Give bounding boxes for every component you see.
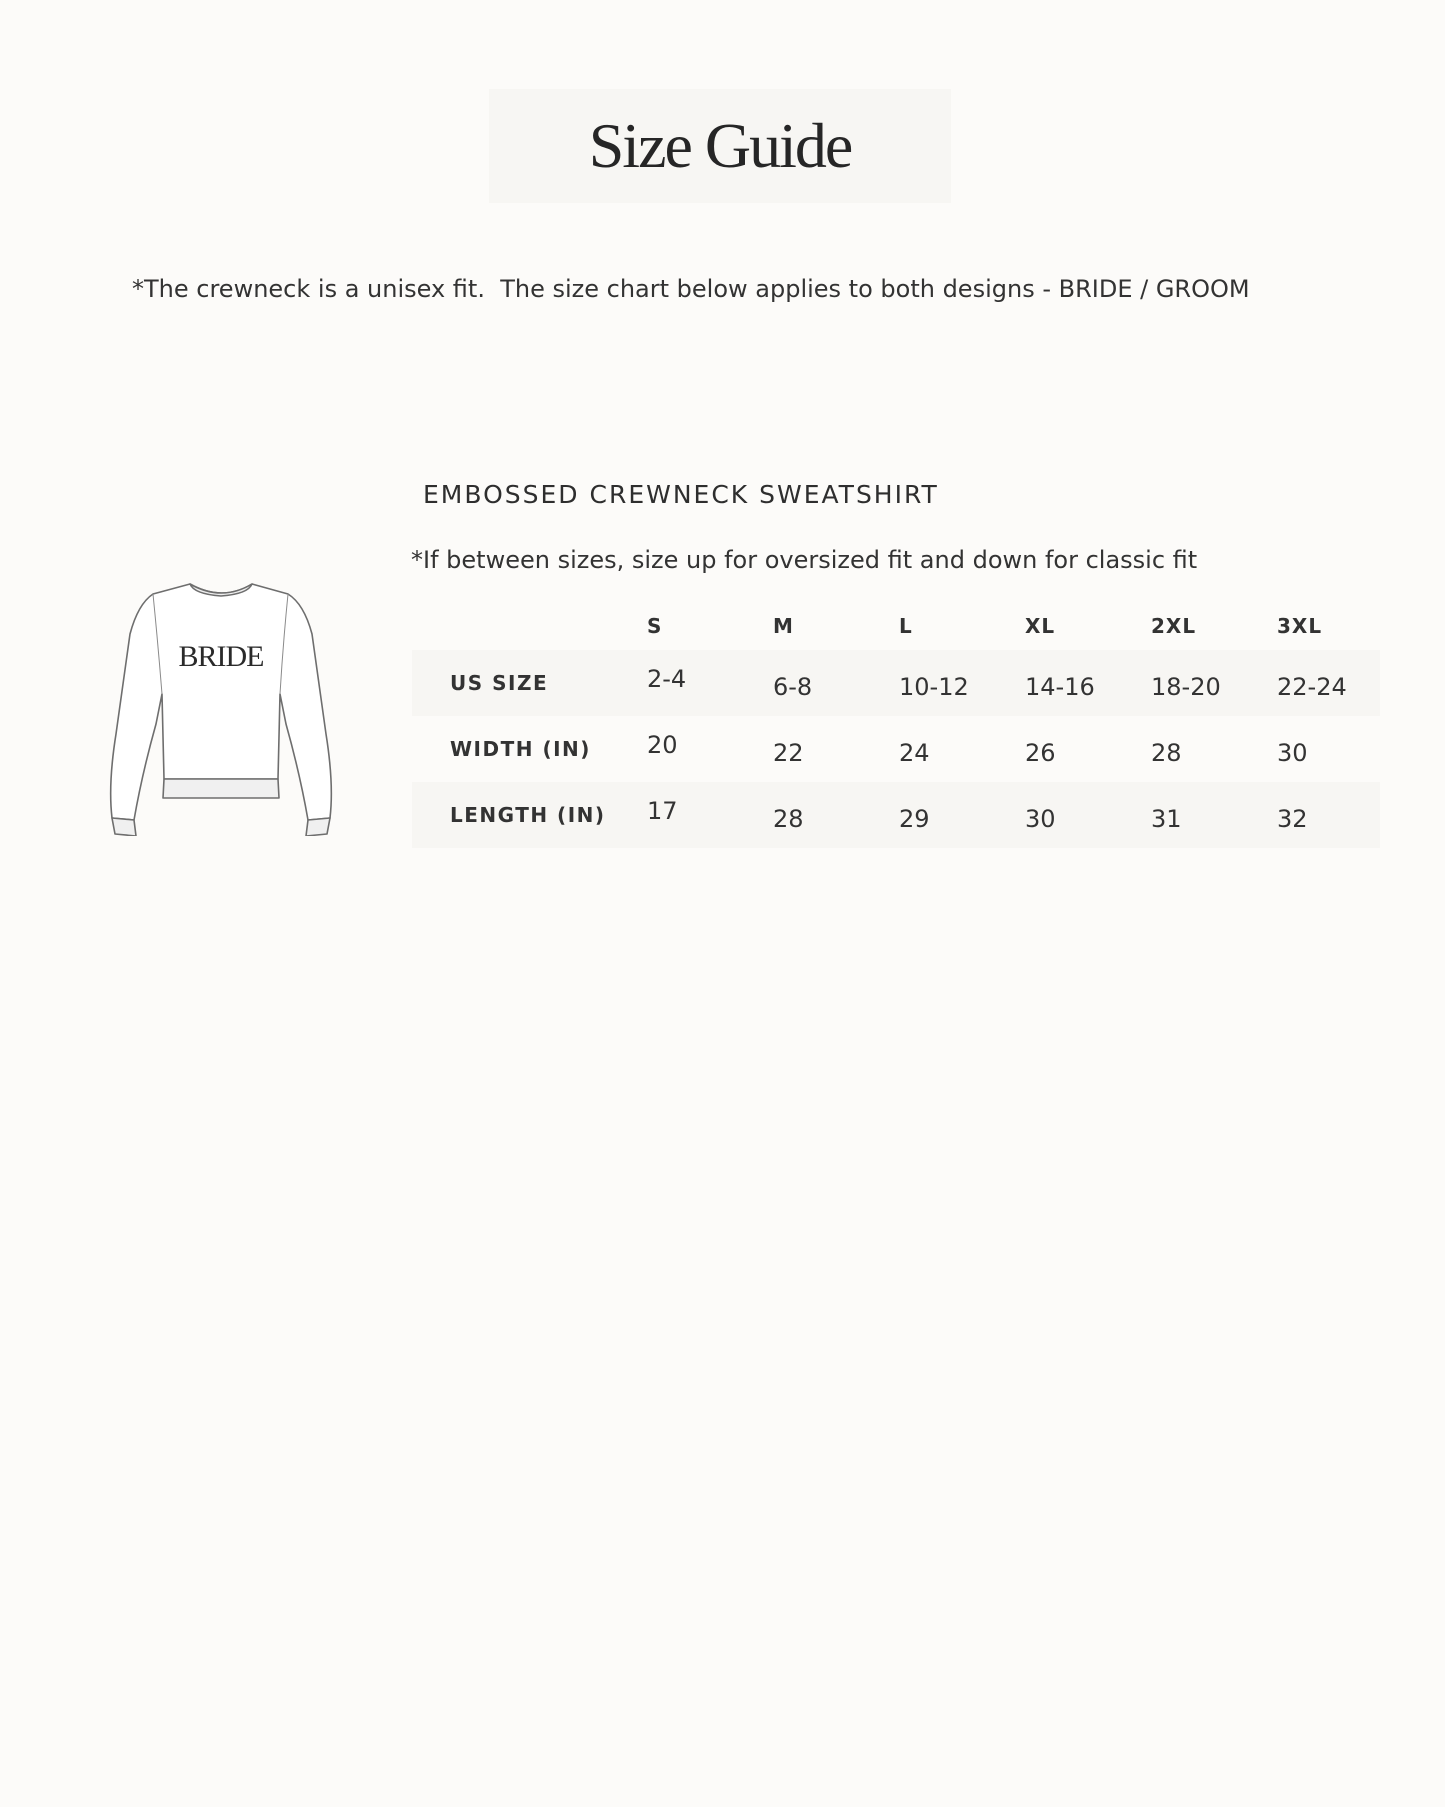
table-cell: 28 xyxy=(1151,739,1182,767)
table-cell: 24 xyxy=(899,739,930,767)
table-row xyxy=(412,716,1380,782)
table-cell: 6-8 xyxy=(773,673,813,701)
sweatshirt-illustration xyxy=(98,574,346,836)
table-cell: 20 xyxy=(647,731,678,759)
table-cell: 28 xyxy=(773,805,804,833)
table-cell: 10-12 xyxy=(899,673,969,701)
title-box xyxy=(489,89,951,203)
row-label: US SIZE xyxy=(450,671,549,695)
table-cell: 14-16 xyxy=(1025,673,1095,701)
intro-note: *The crewneck is a unisex fit. The size chart below applies to both designs - BRIDE / GROOM xyxy=(132,275,1250,303)
column-header: XL xyxy=(1025,614,1056,638)
table-cell: 31 xyxy=(1151,805,1182,833)
column-header: 2XL xyxy=(1151,614,1197,638)
column-header: 3XL xyxy=(1277,614,1323,638)
column-header: L xyxy=(899,614,913,638)
table-row xyxy=(412,650,1380,716)
fit-note: *If between sizes, size up for oversized fit and down for classic fit xyxy=(411,546,1198,574)
table-header-row xyxy=(412,596,1380,650)
column-header: M xyxy=(773,614,794,638)
product-title: EMBOSSED CREWNECK SWEATSHIRT xyxy=(423,480,939,509)
table-cell: 17 xyxy=(647,797,678,825)
table-cell: 22-24 xyxy=(1277,673,1347,701)
page-title: Size Guide xyxy=(588,110,852,181)
table-cell: 26 xyxy=(1025,739,1056,767)
row-label: LENGTH (IN) xyxy=(450,803,606,827)
table-cell: 2-4 xyxy=(647,665,687,693)
table-cell: 30 xyxy=(1277,739,1308,767)
table-cell: 22 xyxy=(773,739,804,767)
table-cell: 32 xyxy=(1277,805,1308,833)
table-cell: 30 xyxy=(1025,805,1056,833)
table-cell: 18-20 xyxy=(1151,673,1221,701)
row-label: WIDTH (IN) xyxy=(450,737,591,761)
column-header: S xyxy=(647,614,663,638)
sweatshirt-print-text: BRIDE xyxy=(178,640,264,673)
table-cell: 29 xyxy=(899,805,930,833)
size-table xyxy=(412,596,1380,848)
table-row xyxy=(412,782,1380,848)
